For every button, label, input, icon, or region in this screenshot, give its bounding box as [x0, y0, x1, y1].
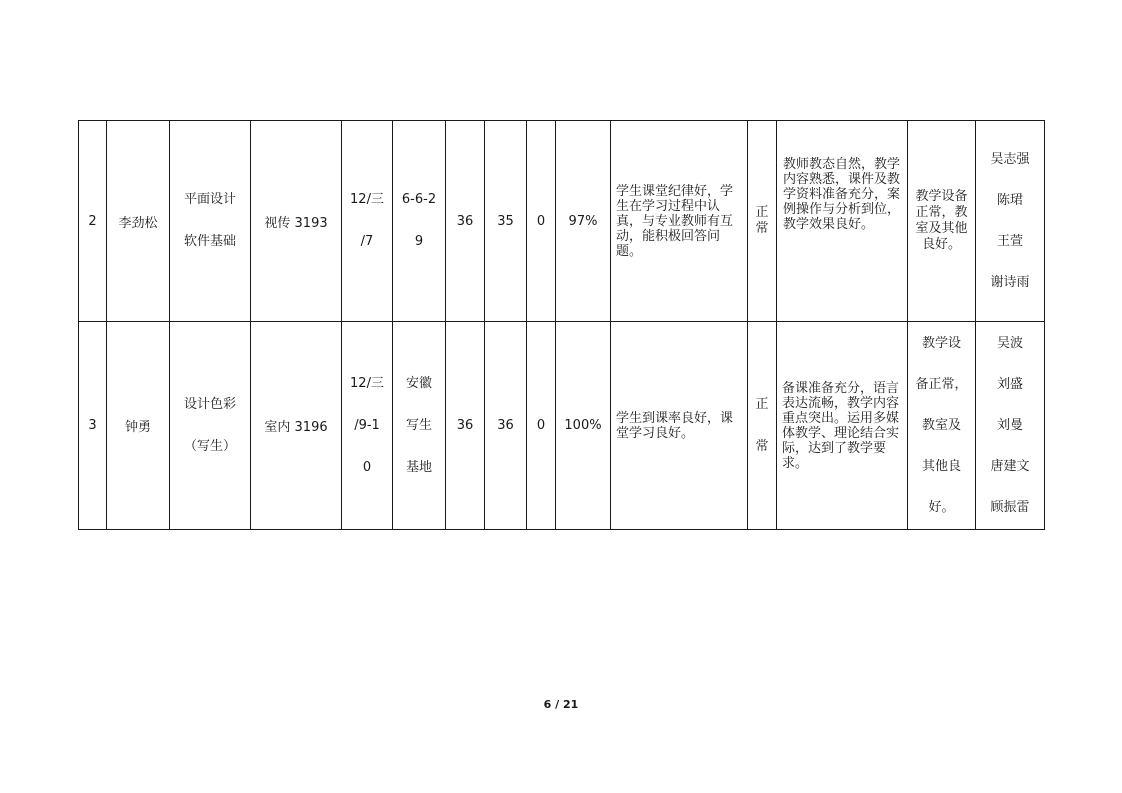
inspection-table [78, 120, 1045, 530]
absent-count: 0 [527, 322, 556, 530]
teacher-comment: 教师教态自然，教学内容熟悉，课件及教学资料准备充分，案例操作与分析到位，教学效果良好。 [777, 121, 908, 322]
period-cell: 6-6-2 9 [393, 121, 446, 322]
page-number: 6 / 21 [543, 698, 579, 711]
teacher-name: 钟勇 [107, 322, 170, 530]
date-cell: 12/三 /9-1 0 [342, 322, 393, 530]
table-row [79, 121, 1045, 322]
inspector-name: 吴志强 [990, 152, 1030, 167]
inspector-name: 王萱 [996, 234, 1023, 249]
table-row [79, 322, 1045, 530]
inspector-name: 陈珺 [996, 193, 1023, 208]
equipment-comment: 教学设 备正常， 教室及 其他良 好。 [908, 322, 976, 530]
attendance-rate: 97% [556, 121, 611, 322]
inspector-name: 刘盛 [996, 377, 1023, 392]
inspector-name: 顾振雷 [990, 500, 1030, 515]
period-cell: 安徽 写生 基地 [393, 322, 446, 530]
date-cell: 12/三 /7 [342, 121, 393, 322]
enrolled-count: 36 [446, 322, 485, 530]
course-name: 设计色彩 （写生） [170, 322, 251, 530]
teacher-name: 李劲松 [107, 121, 170, 322]
class-name: 视传 3193 [251, 121, 342, 322]
attended-count: 36 [485, 322, 527, 530]
inspector-list [976, 322, 1045, 530]
row-number: 3 [79, 322, 107, 530]
enrolled-count: 36 [446, 121, 485, 322]
student-comment: 学生到课率良好，课堂学习良好。 [611, 322, 748, 530]
student-comment: 学生课堂纪律好，学生在学习过程中认真，与专业教师有互动，能积极回答问题。 [611, 121, 748, 322]
teacher-comment: 备课准备充分，语言表达流畅，教学内容重点突出。运用多媒体教学、理论结合实际，达到了教学要求。 [777, 322, 908, 530]
inspector-name: 唐建文 [990, 459, 1030, 474]
attendance-rate: 100% [556, 322, 611, 530]
inspector-name: 谢诗雨 [990, 275, 1030, 290]
inspector-name: 吴波 [996, 336, 1023, 351]
row-number: 2 [79, 121, 107, 322]
course-name: 平面设计 软件基础 [170, 121, 251, 322]
status-cell: 正 常 [748, 322, 777, 530]
status-cell: 正 常 [748, 121, 777, 322]
inspector-list [976, 121, 1045, 322]
attended-count: 35 [485, 121, 527, 322]
inspector-name: 刘曼 [996, 418, 1023, 433]
equipment-comment: 教学设备正常，教室及其他良好。 [908, 121, 976, 322]
class-name: 室内 3196 [251, 322, 342, 530]
absent-count: 0 [527, 121, 556, 322]
